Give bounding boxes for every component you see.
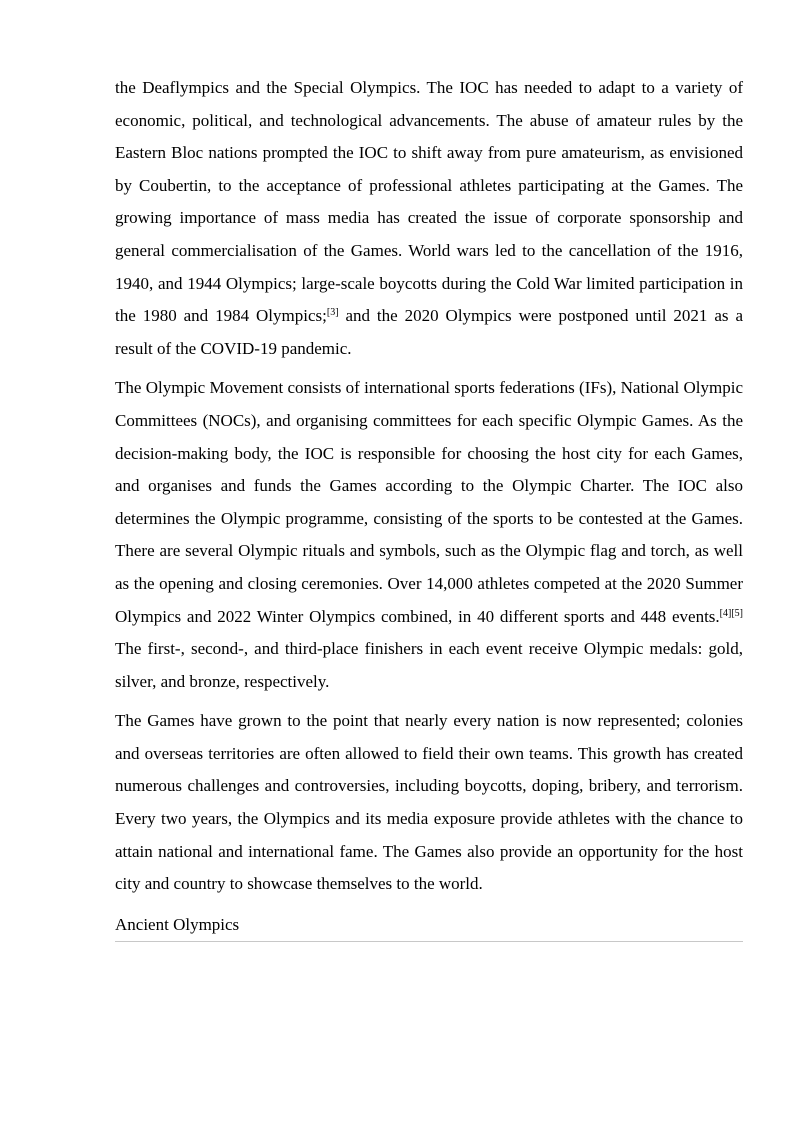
section-heading: Ancient Olympics (115, 910, 743, 942)
paragraph-2 (115, 372, 743, 698)
citation-link[interactable]: [4][5] (719, 607, 743, 619)
paragraph-3 (115, 705, 743, 901)
paragraph-1 (115, 72, 743, 365)
paragraph-text: The Games have grown to the point that nearly every nation is now represented; colonies and overseas territories are often allowed to field their own teams. This growth has created numerous challenges and controversies, including boycotts, doping, bribery, and terrorism. Every two years, the Olympics and its media exposure provide athletes with the chance to attain national and international fame. The Games also provide an opportunity for the host city and country to showcase themselves to the world. (115, 711, 743, 894)
citation-link[interactable]: [3] (326, 307, 339, 319)
paragraph-text: and the 2020 Olympics were postponed until 2021 as a result of the COVID-19 pandemic. (115, 306, 743, 358)
paragraph-text: the Deaflympics and the Special Olympics. The IOC has needed to adapt to a variety of economic, political, and technological advancements. The abuse of amateur rules by the Eastern Bloc nations prompted the IOC to shift away from pure amateurism, as envisioned by Coubertin, to the acceptance of professional athletes participating at the Games. The growing importance of mass media has created the issue of corporate sponsorship and general commercialisation of the Games. World wars led to the cancellation of the 1916, 1940, and 1944 Olympics; large-scale boycotts during the Cold War limited participation in the 1980 and 1984 Olympics; (115, 78, 743, 326)
paragraph-text: The first-, second-, and third-place finishers in each event receive Olympic medals: gold, silver, and bronze, respectively. (115, 639, 743, 691)
paragraph-text: The Olympic Movement consists of international sports federations (IFs), National Olympic Committees (NOCs), and organising committees for each specific Olympic Games. As the decision-making body, the IOC is responsible for choosing the host city for each Games, and organises and funds the Games according to the Olympic Charter. The IOC also determines the Olympic programme, consisting of the sports to be contested at the Games. There are several Olympic rituals and symbols, such as the Olympic flag and torch, as well as the opening and closing ceremonies. Over 14,000 athletes competed at the 2020 Summer Olympics and 2022 Winter Olympics combined, in 40 different sports and 448 events. (115, 378, 743, 626)
document-page (115, 72, 743, 942)
